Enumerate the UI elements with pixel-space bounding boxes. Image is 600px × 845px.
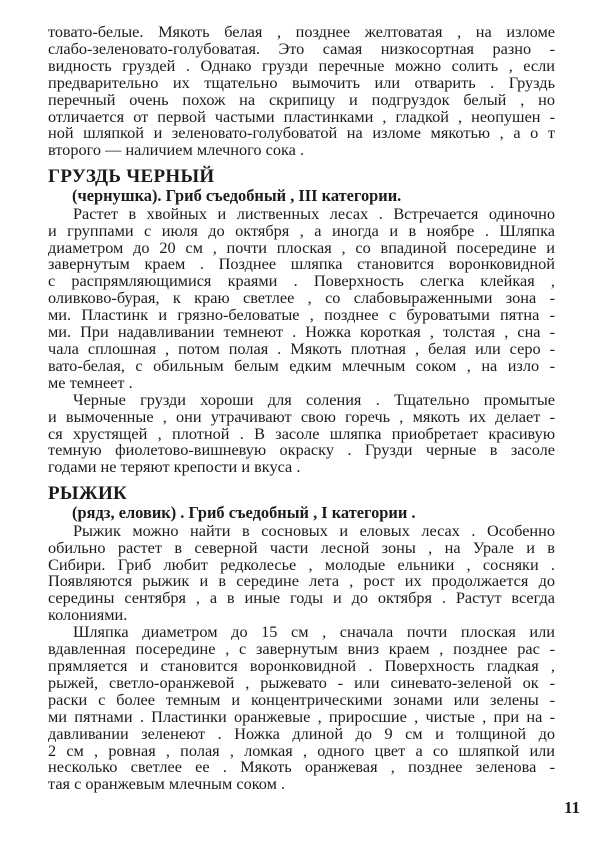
paragraph-line: и группами с июля до октября , а иногда и в ноябре . Шляпка — [48, 220, 555, 240]
paragraph-line: видность груздей . Однако грузди перечные можно солить , если — [48, 55, 555, 75]
paragraph-line: раски с более темным и концентрическими зонами или зелены - — [48, 689, 555, 709]
paragraph-line: ми. При надавливании темнеют . Ножка короткая , толстая , сна - — [48, 322, 555, 342]
paragraph-line: товато-белые. Мякоть белая , позднее желтоватая , на изломе — [48, 22, 555, 41]
paragraph-line: рыжей, светло-оранжевой , рыжевато - или синевато-зеленой ок - — [48, 672, 555, 692]
paragraph-line: слабо-зеленовато-голубоватая. Это самая низкосортная разно - — [48, 38, 555, 58]
paragraph-line: Рыжик можно найти в сосновых и еловых лесах . Особенно — [73, 520, 555, 540]
section-subtitle: (рядз, еловик) . Гриб съедобный , I категории . — [72, 503, 416, 523]
section-heading: РЫЖИК — [48, 483, 128, 505]
paragraph-line: несколько светлее ее . Мякоть оранжевая , позднее зеленова - — [48, 757, 555, 777]
paragraph — [48, 203, 555, 392]
paragraph-line: ми пятнами . Пластинки оранжевые , приросшие , чистые , при на - — [48, 706, 555, 726]
paragraph-line: колониями. — [48, 605, 128, 625]
paragraph — [48, 624, 555, 793]
paragraph-line: перечный очень похож на скрипицу и подгруздок белый , но — [48, 89, 555, 109]
paragraph-line: диаметром до 20 см , почти плоская , со впадиной посередине и — [48, 237, 555, 257]
paragraph-line: предварительно их тщательно вымочить или отварить . Груздь — [48, 72, 555, 92]
paragraph-line: Сибири. Гриб любит редколесье , молодые ельники , сосняки . — [48, 554, 555, 574]
paragraph-line: середины сентября , а в иные годы и до октября . Растут всегда — [48, 588, 555, 608]
paragraph-line: Черные грузди хороши для соления . Тщательно промытые — [73, 389, 555, 409]
paragraph-line: обильно растет в северной части лесной зоны , на Урале и в — [48, 537, 555, 557]
paragraph-line: отличается от первой частыми пластинками , гладкой , неопушен - — [48, 106, 555, 126]
paragraph-line: вато-белая, с обильным белым едким млечным соком , на изло - — [48, 355, 555, 375]
paragraph-line: вдавленная посередине , с завернутым вниз краем , позднее рас - — [48, 639, 555, 659]
paragraph — [48, 24, 555, 159]
paragraph-line: завернутым краем . Позднее шляпка становится воронковидной — [48, 254, 555, 274]
paragraph-line: Растет в хвойных и лиственных лесах . Встречается одиночно — [73, 203, 555, 223]
paragraph-line: Появляются рыжик и в середине лета , рост их продолжается до — [48, 571, 555, 591]
paragraph-line: давливании зеленеют . Ножка длиной до 9 см и толщиной до — [48, 723, 555, 743]
paragraph-line: годами не теряют крепости и вкуса . — [48, 457, 301, 477]
paragraph-line: темную фиолетово-вишневую окраску . Грузди черные в засоле — [48, 440, 555, 460]
paragraph-line: тая с оранжевым млечным соком . — [48, 774, 286, 794]
paragraph-line: и вымоченные , они утрачивают свою горечь , мякоть их делает - — [48, 406, 555, 426]
paragraph-line: ме темнеет . — [48, 372, 133, 392]
paragraph-line: прямляется и становится воронковидной . Поверхность гладкая , — [48, 656, 555, 675]
paragraph-line: чала сплошная , потом полая . Мякоть плотная , белая или серо - — [48, 339, 555, 358]
section-heading: ГРУЗДЬ ЧЕРНЫЙ — [48, 166, 215, 188]
paragraph-line: ся хрустящей , плотной . В засоле шляпка приобретает красивую — [48, 423, 555, 443]
paragraph — [48, 389, 555, 477]
page-content — [48, 24, 555, 793]
paragraph-line: оливково-бурая, к краю светлее , со слабовыраженными зона - — [48, 288, 555, 308]
paragraph-line: второго — наличием млечного сока . — [48, 140, 305, 160]
paragraph-line: с распрямляющимися краями . Поверхность слегка клейкая , — [48, 271, 555, 291]
page-number: 11 — [563, 798, 580, 817]
paragraph-line: ной шляпкой и зеленовато-голубоватой на изломе мякотью , а о т — [48, 123, 555, 143]
paragraph-line: Шляпка диаметром до 15 см , сначала почти плоская или — [73, 622, 555, 642]
section-subtitle: (чернушка). Гриб съедобный , III категории. — [72, 186, 402, 206]
paragraph-line: ми. Пластинк и грязно-беловатые , позднее с буроватыми пятна - — [48, 305, 555, 325]
paragraph — [48, 520, 555, 625]
paragraph-line: 2 см , ровная , полая , ломкая , одного цвет а со шляпкой или — [48, 740, 555, 760]
